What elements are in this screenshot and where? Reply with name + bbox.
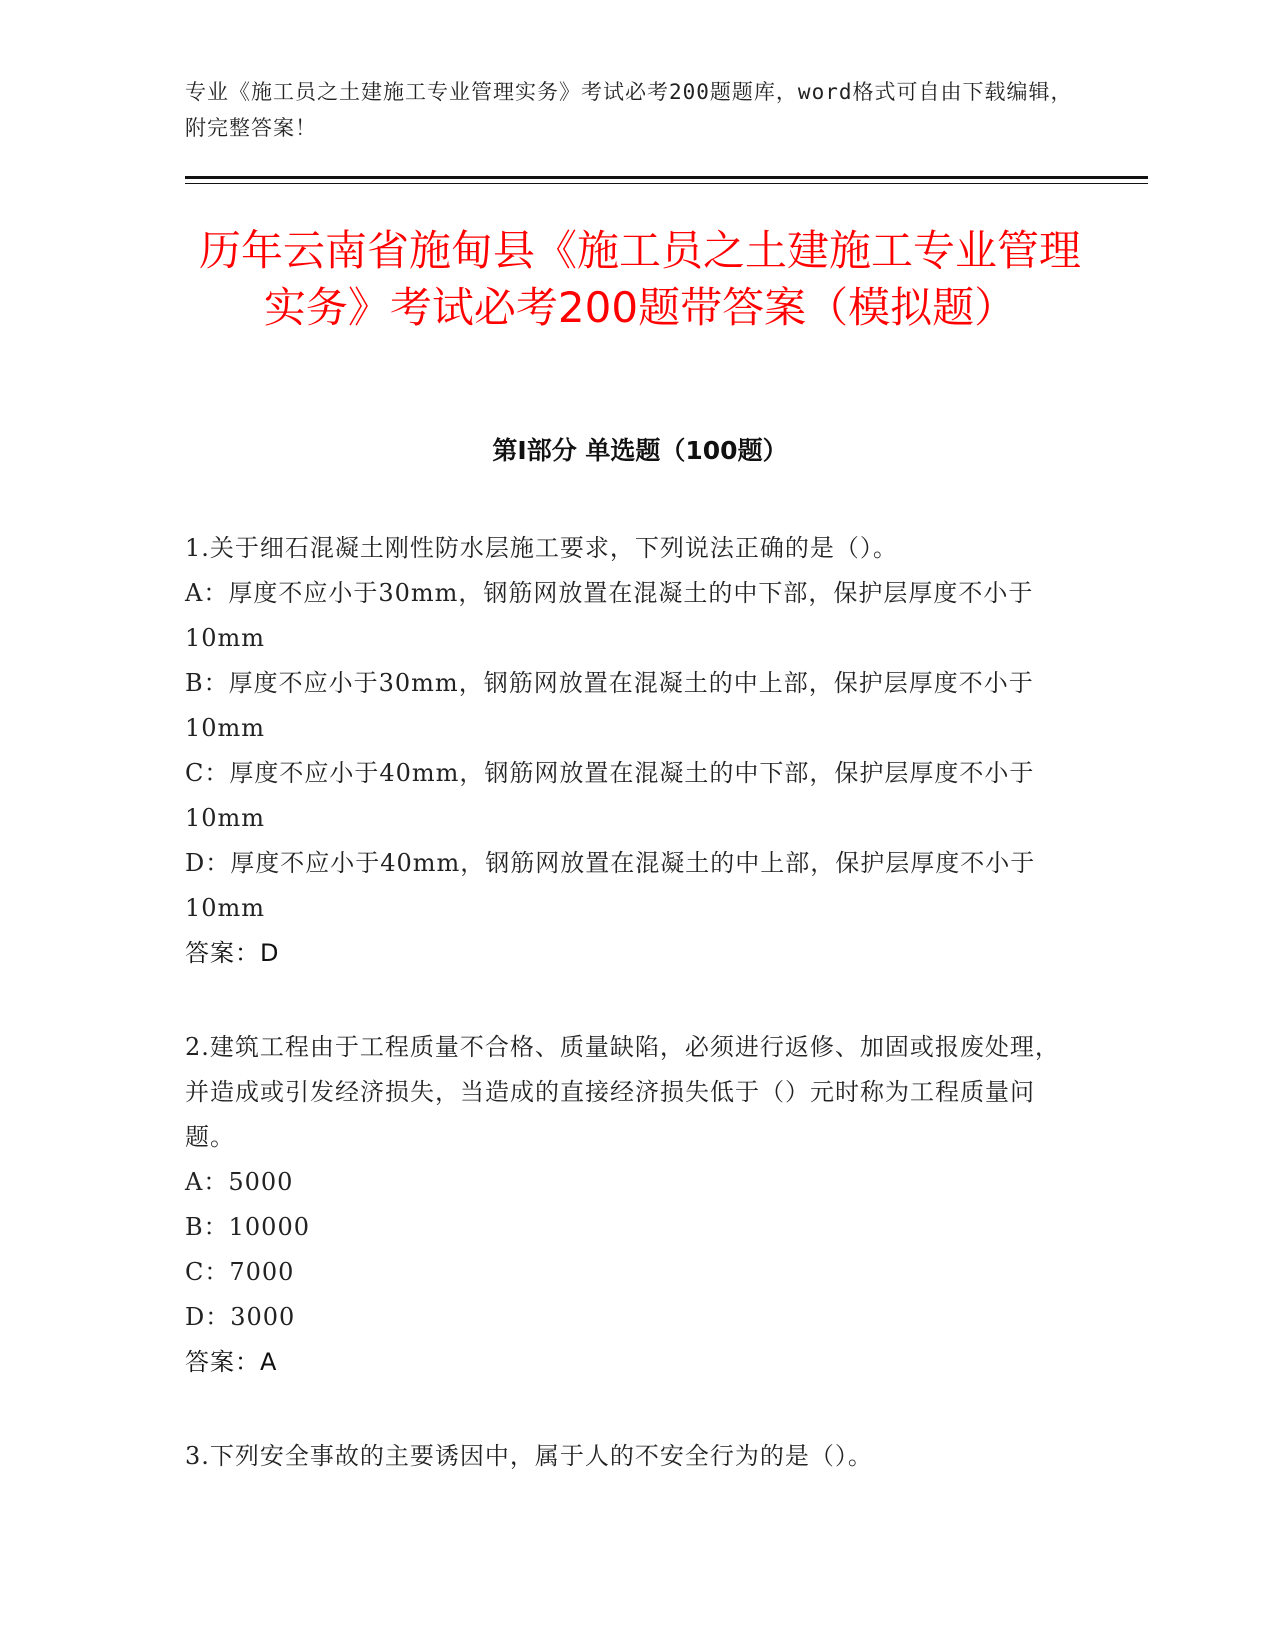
question-text: 1.关于细石混凝土刚性防水层施工要求，下列说法正确的是（）。 [185, 534, 898, 562]
question-text: 2.建筑工程由于工程质量不合格、质量缺陷，必须进行返修、加固或报废处理，并造成或引发经济损失，当造成的直接经济损失低于（）元时称为工程质量问题。 [185, 1033, 1060, 1151]
section-heading: 第I部分 单选题（100题） [492, 436, 788, 465]
question-3 [185, 1434, 1075, 1479]
option-a: A：厚度不应小于30mm，钢筋网放置在混凝土的中下部，保护层厚度不小于10mm [185, 579, 1034, 652]
option-b: B：10000 [185, 1213, 310, 1241]
answer: 答案：D [185, 939, 280, 967]
question-text: 3.下列安全事故的主要诱因中，属于人的不安全行为的是（）。 [185, 1442, 873, 1470]
option-c: C：厚度不应小于40mm，钢筋网放置在混凝土的中下部，保护层厚度不小于10mm [185, 759, 1035, 832]
question-2 [185, 1025, 1075, 1385]
question-1 [185, 526, 1075, 976]
option-d: D：3000 [185, 1303, 296, 1331]
option-a: A：5000 [185, 1168, 294, 1196]
option-d: D：厚度不应小于40mm，钢筋网放置在混凝土的中上部，保护层厚度不小于10mm [185, 849, 1036, 922]
option-b: B：厚度不应小于30mm，钢筋网放置在混凝土的中上部，保护层厚度不小于10mm [185, 669, 1034, 742]
header-divider-thick [185, 176, 1148, 179]
option-c: C：7000 [185, 1258, 295, 1286]
answer: 答案：A [185, 1348, 278, 1376]
header-note: 专业《施工员之土建施工专业管理实务》考试必考200题题库，word格式可自由下载编辑，附完整答案！ [185, 80, 1073, 140]
document-title: 历年云南省施甸县《施工员之土建施工专业管理实务》考试必考200题带答案（模拟题） [198, 226, 1081, 332]
header-divider-thin [185, 183, 1148, 184]
